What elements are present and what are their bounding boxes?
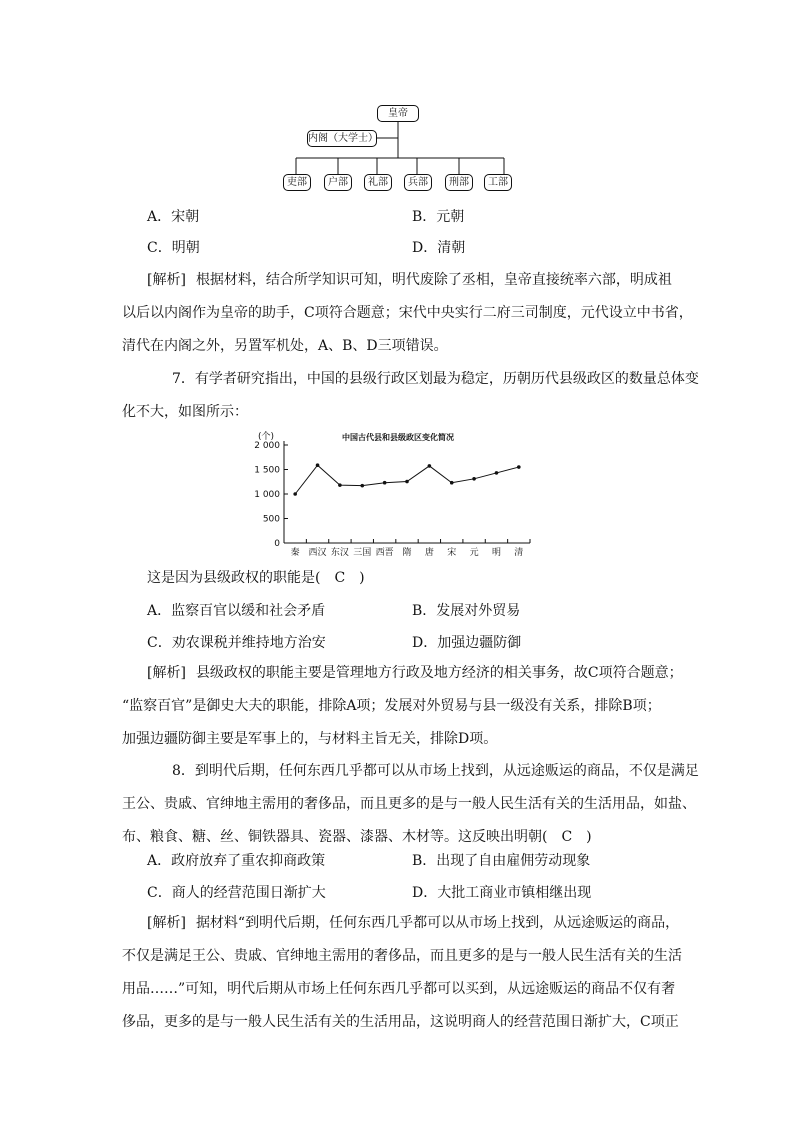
ministry-box-justice: 刑部	[445, 174, 473, 191]
q6-analysis	[122, 264, 693, 363]
analysis-line: 县级政权的职能主要是管理地方行政及地方经济的相关事务，故C项符合题意；	[195, 665, 683, 681]
chart-data-point	[495, 471, 499, 475]
stem-line: 7．有学者研究指出，中国的县级行政区划最为稳定，历朝历代县级政区的数量总体变	[172, 371, 699, 387]
chart-series-line	[295, 465, 519, 494]
q7-option-c: C．劝农课税并维持地方治安	[147, 635, 326, 651]
chart-data-point	[472, 477, 476, 481]
analysis-tag: [解析]	[147, 915, 186, 931]
analysis-line: 侈品，更多的是与一般人民生活有关的生活用品，这说明商人的经营范围日渐扩大，C项正	[122, 1014, 679, 1030]
chart-data-point	[405, 480, 409, 484]
analysis-line: 根据材料，结合所学知识可知，明代废除了丞相，皇帝直接统率六部，明成祖	[195, 272, 672, 288]
chart-data-point	[428, 464, 432, 468]
q7-option-a: A．监察百官以缓和社会矛盾	[147, 603, 326, 619]
chart-points	[293, 463, 520, 495]
chart-axes	[284, 441, 530, 543]
q7-stem	[122, 363, 699, 429]
chart-xtick-label: 明	[491, 548, 501, 558]
q8-stem	[122, 755, 699, 854]
q8-option-d: D．大批工商业市镇相继出现	[412, 885, 592, 901]
stem-line: 布、粮食、糖、丝、铜铁器具、瓷器、漆器、木材等。这反映出明朝( C )	[122, 829, 592, 845]
q6-option-a: A．宋朝	[147, 209, 200, 225]
analysis-line: 据材料“到明代后期，任何东西几乎都可以从市场上找到，从远途贩运的商品，	[195, 915, 680, 931]
chart-xticks	[291, 539, 530, 558]
stem-line: 8．到明代后期，任何东西几乎都可以从市场上找到，从远途贩运的商品，不仅是满足	[172, 763, 699, 779]
analysis-line: 不仅是满足王公、贵戚、官绅地主需用的奢侈品，而且更多的是与一般人民生活有关的生活	[122, 948, 682, 964]
q7-option-d: D．加强边疆防御	[412, 635, 522, 651]
analysis-line: 清代在内阁之外，另置军机处，A、B、D三项错误。	[122, 338, 448, 354]
analysis-line: 用品……”可知，明代后期从市场上任何东西几乎都可以买到，从远途贩运的商品不仅有奢	[122, 981, 676, 997]
chart-xtick-label: 清	[514, 548, 524, 558]
analysis-line: “监察百官”是御史大夫的职能，排除A项；发展对外贸易与县一级没有关系，排除B项；	[122, 698, 661, 714]
chart-xtick-label: 三国	[353, 548, 372, 558]
chart-xtick-label: 西晋	[375, 548, 394, 558]
chart-data-point	[338, 483, 342, 487]
chart-data-point	[316, 463, 320, 467]
chart-xtick-label: 东汉	[330, 548, 349, 558]
q7-question: 这是因为县级政权的职能是( C )	[147, 570, 365, 586]
chart-yticks	[254, 441, 288, 549]
q8-option-a: A．政府放弃了重农抑商政策	[147, 853, 326, 869]
q6-option-c: C．明朝	[147, 240, 200, 256]
chart-ytick-label: 1 500	[254, 465, 280, 476]
q8-analysis	[122, 907, 682, 1039]
q8-option-c: C．商人的经营范围日渐扩大	[147, 885, 326, 901]
stem-line: 王公、贵戚、官绅地主需用的奢侈品，而且更多的是与一般人民生活有关的生活用品，如盐、	[122, 796, 696, 812]
q7-option-b: B．发展对外贸易	[412, 603, 521, 619]
chart-xtick-label: 西汉	[308, 548, 327, 558]
analysis-tag: [解析]	[147, 272, 186, 288]
chart-ylabel: (个)	[258, 432, 275, 442]
emperor-box: 皇帝	[377, 105, 419, 122]
chart-ytick-label: 2 000	[254, 441, 280, 451]
chart-xtick-label: 秦	[290, 548, 300, 558]
chart-data-point	[383, 481, 387, 485]
chart-data-point	[293, 492, 297, 496]
chart-data-point	[360, 484, 364, 488]
chart-xtick-label: 元	[469, 548, 479, 558]
chart-data-point	[517, 465, 521, 469]
chart-data-point	[450, 481, 454, 485]
ministry-box-personnel: 吏部	[283, 174, 311, 191]
q6-option-b: B．元朝	[412, 209, 465, 225]
analysis-line: 加强边疆防御主要是军事上的，与材料主旨无关，排除D项。	[122, 731, 498, 747]
chart-title: 中国古代县和县级政区变化简况	[342, 433, 454, 442]
chart-ytick-label: 0	[274, 539, 280, 549]
q6-option-d: D．清朝	[412, 240, 466, 256]
q8-option-b: B．出现了自由雇佣劳动现象	[412, 853, 591, 869]
ministry-box-war: 兵部	[404, 174, 432, 191]
chart-xtick-label: 隋	[402, 548, 412, 558]
org-chart	[280, 100, 520, 195]
chart-ytick-label: 500	[262, 514, 280, 525]
q7-analysis	[122, 657, 683, 756]
ministry-box-works: 工部	[484, 174, 512, 191]
ministry-box-revenue: 户部	[324, 174, 352, 191]
stem-line: 化不大，如图所示：	[122, 404, 248, 420]
county-count-chart	[250, 428, 540, 558]
chart-ytick-label: 1 000	[254, 490, 280, 500]
ministry-box-rites: 礼部	[364, 174, 392, 191]
analysis-line: 以后以内阁作为皇帝的助手，C项符合题意；宋代中央实行二府三司制度，元代设立中书省，	[122, 305, 693, 321]
chart-xtick-label: 宋	[447, 548, 457, 558]
chart-xtick-label: 唐	[424, 548, 434, 558]
cabinet-box: 内阁（大学士）	[307, 130, 377, 147]
analysis-tag: [解析]	[147, 665, 186, 681]
